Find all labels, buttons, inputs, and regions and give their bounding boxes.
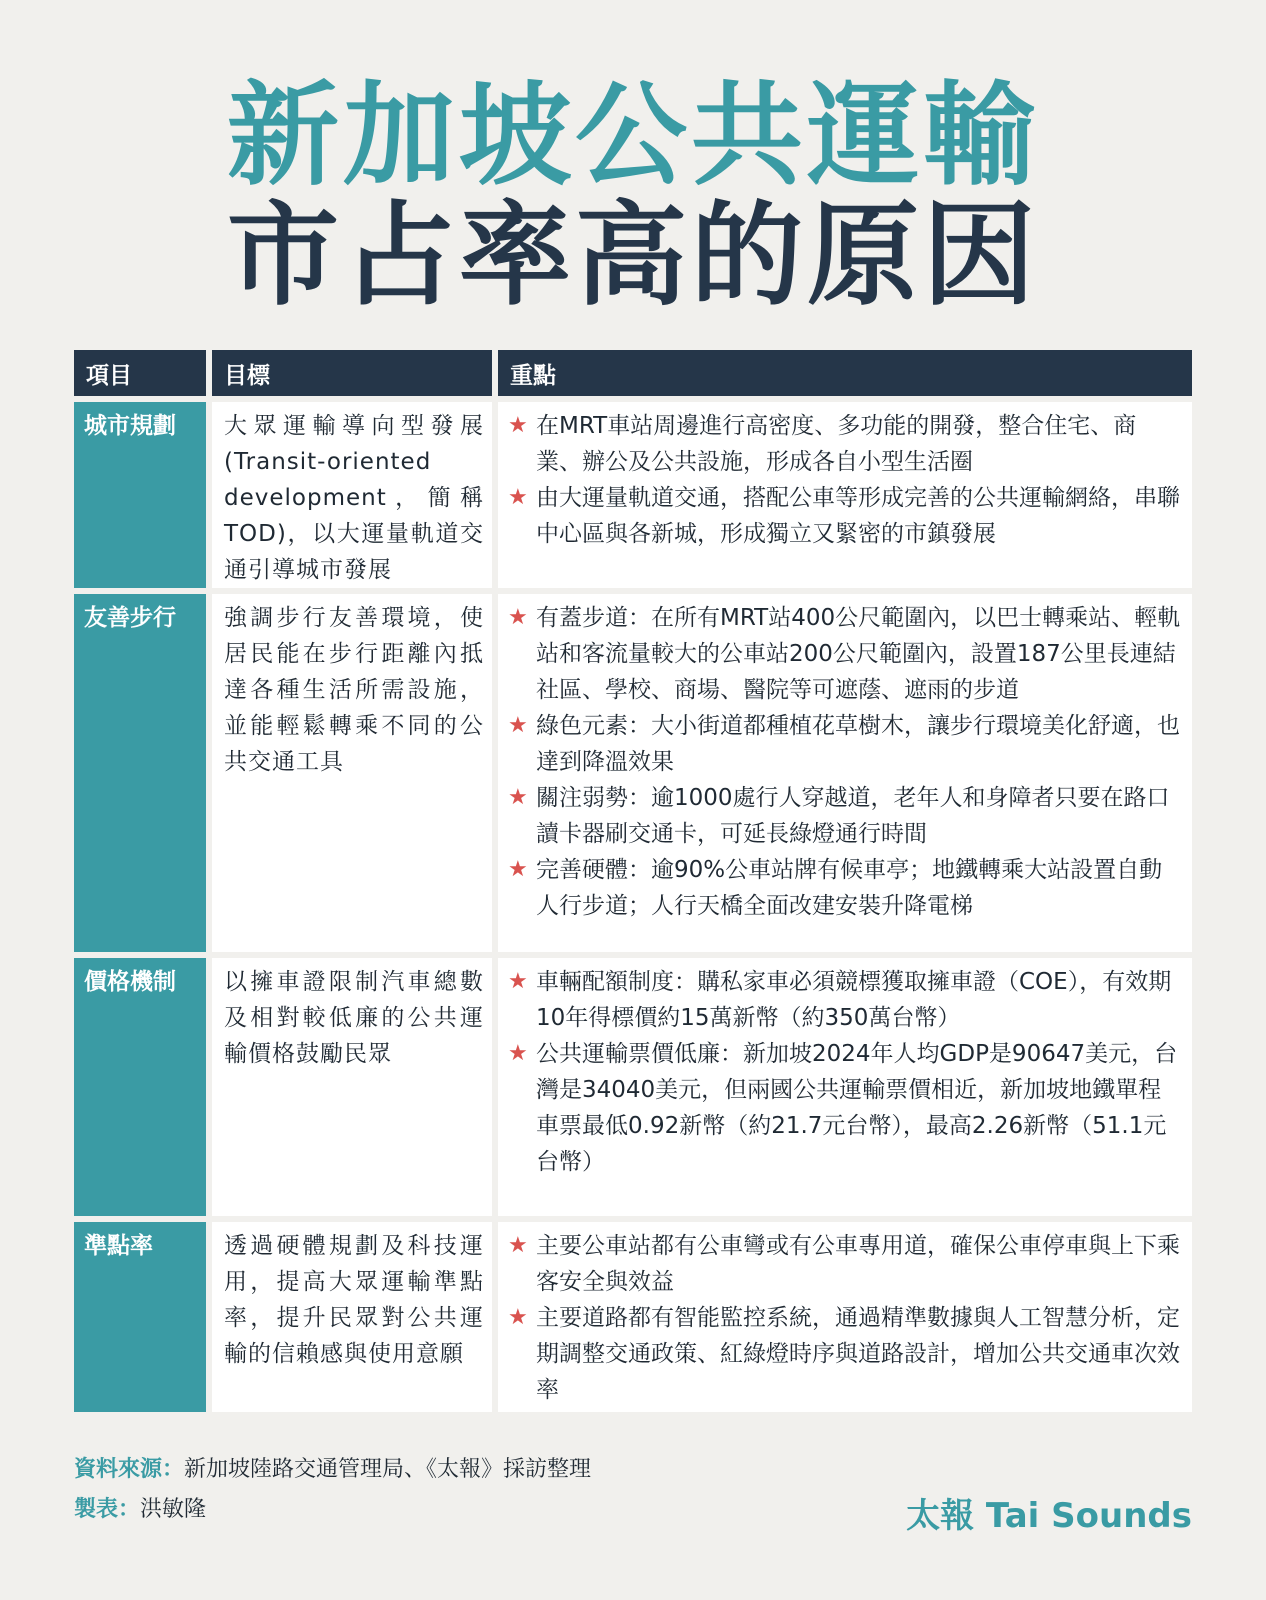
star-icon: ★ (508, 413, 528, 438)
maker-text: 洪敏隆 (140, 1497, 207, 1522)
row-label: 價格機制 (74, 958, 206, 1216)
row-label: 城市規劃 (74, 402, 206, 588)
point-item: ★ 在MRT車站周邊進行高密度、多功能的開發，整合住宅、商業、辦公及公共設施，形成各自小型生活圈 (508, 408, 1182, 480)
table-header (74, 350, 1192, 396)
title-line-2: 市占率高的原因 (227, 191, 1039, 321)
source-line (74, 1450, 591, 1490)
star-icon: ★ (508, 1041, 528, 1066)
point-item: ★ 車輛配額制度：購私家車必須競標獲取擁車證（COE），有效期10年得標價約15萬新幣（約350萬台幣） (508, 964, 1182, 1036)
point-item: ★ 關注弱勢：逾1000處行人穿越道，老年人和身障者只要在路口讀卡器刷交通卡，可延長綠燈通行時間 (508, 780, 1182, 852)
table-row-punctuality (74, 1222, 1192, 1412)
maker-line (74, 1490, 591, 1530)
row-points (498, 594, 1192, 952)
header-item: 項目 (74, 350, 206, 396)
reasons-table (74, 350, 1192, 1418)
star-icon: ★ (508, 713, 528, 738)
star-icon: ★ (508, 1233, 528, 1258)
star-icon: ★ (508, 605, 528, 630)
star-icon: ★ (508, 485, 528, 510)
star-icon: ★ (508, 969, 528, 994)
point-item: ★ 主要公車站都有公車彎或有公車專用道，確保公車停車與上下乘客安全與效益 (508, 1228, 1182, 1300)
star-icon: ★ (508, 1305, 528, 1330)
row-goal: 以擁車證限制汽車總數及相對較低廉的公共運輸價格鼓勵民眾 (212, 958, 492, 1216)
row-points (498, 1222, 1192, 1412)
maker-label: 製表： (74, 1497, 141, 1522)
point-item: ★ 公共運輸票價低廉：新加坡2024年人均GDP是90647美元，台灣是34040美元，但兩國公共運輸票價相近，新加坡地鐵單程車票最低0.92新幣（約21.7元台幣），最高2.26新幣（51.1元台幣） (508, 1036, 1182, 1180)
table-row-urban-planning (74, 402, 1192, 588)
source-text: 新加坡陸路交通管理局、《太報》採訪整理 (184, 1457, 592, 1482)
point-item: ★ 有蓋步道：在所有MRT站400公尺範圍內，以巴士轉乘站、輕軌站和客流量較大的公車站200公尺範圍內，設置187公里長連結社區、學校、商場、醫院等可遮蔭、遮雨的步道 (508, 600, 1182, 708)
footer (74, 1450, 591, 1530)
title-line-1: 新加坡公共運輸 (227, 71, 1039, 201)
row-goal: 強調步行友善環境，使居民能在步行距離內抵達各種生活所需設施，並能輕鬆轉乘不同的公共交通工具 (212, 594, 492, 952)
row-points (498, 958, 1192, 1216)
point-item: ★ 完善硬體：逾90%公車站牌有候車亭；地鐵轉乘大站設置自動人行步道；人行天橋全面改建安裝升降電梯 (508, 852, 1182, 924)
row-points (498, 402, 1192, 588)
row-goal: 大眾運輸導向型發展(Transit-oriented development，簡稱TOD)，以大運量軌道交通引導城市發展 (212, 402, 492, 588)
table-row-walkability (74, 594, 1192, 952)
star-icon: ★ (508, 785, 528, 810)
row-goal: 透過硬體規劃及科技運用，提高大眾運輸準點率，提升民眾對公共運輸的信賴感與使用意願 (212, 1222, 492, 1412)
star-icon: ★ (508, 857, 528, 882)
point-item: ★ 主要道路都有智能監控系統，通過精準數據與人工智慧分析，定期調整交通政策、紅綠燈時序與道路設計，增加公共交通車次效率 (508, 1300, 1182, 1408)
header-goal: 目標 (212, 350, 492, 396)
row-label: 友善步行 (74, 594, 206, 952)
source-label: 資料來源： (74, 1457, 185, 1482)
row-label: 準點率 (74, 1222, 206, 1412)
point-item: ★ 綠色元素：大小街道都種植花草樹木，讓步行環境美化舒適，也達到降溫效果 (508, 708, 1182, 780)
table-row-pricing (74, 958, 1192, 1216)
brand-logo: 太報 Tai Sounds (906, 1496, 1192, 1536)
header-points: 重點 (498, 350, 1192, 396)
point-item: ★ 由大運量軌道交通，搭配公車等形成完善的公共運輸網絡，串聯中心區與各新城，形成獨立又緊密的市鎮發展 (508, 480, 1182, 552)
